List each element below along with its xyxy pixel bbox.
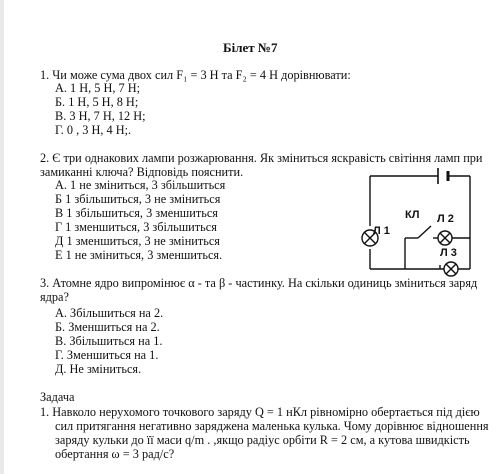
q2-option: Б 1 збільшиться, 3 не зміниться: [55, 192, 221, 206]
page-edge: [0, 0, 4, 474]
q1-option: В. 3 Н, 7 Н, 12 Н;: [55, 109, 146, 123]
circuit-diagram: [355, 166, 485, 278]
task-heading: Задача: [40, 390, 75, 404]
q2-text-line1: 2. Є три однакових лампи розжарювання. Як зміниться яскравість світіння ламп при: [40, 151, 483, 165]
q2-option: Е 1 не зміниться, 3 зменшиться.: [55, 248, 223, 262]
q2-option: Г 1 зменшиться, 3 збільшиться: [55, 220, 217, 234]
lamp-3-label: Л 3: [440, 247, 457, 259]
q2-option: Д 1 зменшиться, 3 не зміниться: [55, 234, 220, 248]
lamp-1-label: Л 1: [373, 225, 390, 237]
q1-option: А. 1 Н, 5 Н, 7 Н;: [55, 81, 141, 95]
q2-option: А. 1 не зміниться, 3 збільшиться: [55, 178, 226, 192]
q3-option: Г. Зменшиться на 1.: [55, 348, 159, 362]
q2-option: В 1 збільшиться, 3 зменшиться: [55, 206, 218, 220]
q3-option: Б. Зменшиться на 2.: [55, 320, 160, 334]
q1-option: Б. 1 Н, 5 Н, 8 Н;: [55, 95, 139, 109]
ticket-title: Білет №7: [223, 40, 278, 55]
q1-option: Г. 0 , 3 Н, 4 Н;.: [55, 123, 132, 137]
task-line: заряду кульки до її маси q/m . ,якщо радіус орбіти R = 2 см, а кутова швидкість: [55, 433, 470, 447]
q3-option: А. Збільшиться на 2.: [55, 306, 164, 320]
q3-option: В. Збільшиться на 1.: [55, 334, 163, 348]
q3-text-line2: ядра?: [40, 290, 69, 304]
q3-option: Д. Не зміниться.: [55, 362, 142, 376]
task-line: обертання ω = 3 рад/с?: [55, 447, 175, 461]
q3-text-line1: 3. Атомне ядро випромінює α - та β - частинку. На скільки одиниць зміниться заряд: [40, 276, 478, 290]
lamp-3-icon: [444, 262, 458, 276]
lamp-2-label: Л 2: [437, 213, 454, 225]
task-line: сил притягання негативно заряджена маленька кулька. Чому дорівнює відношення: [55, 419, 489, 433]
lamp-2-icon: [438, 231, 452, 245]
q1-text: 1. Чи може сума двох сил F₁ = 3 Н та F₂ = 4 Н дорівнювати:: [40, 68, 351, 82]
task-line: 1. Навколо нерухомого точкового заряду Q = 1 нКл рівномірно обертається під дією: [40, 405, 480, 419]
switch-label: КЛ: [405, 209, 420, 221]
q2-text-line2: замиканні ключа? Відповідь пояснити.: [40, 165, 244, 179]
